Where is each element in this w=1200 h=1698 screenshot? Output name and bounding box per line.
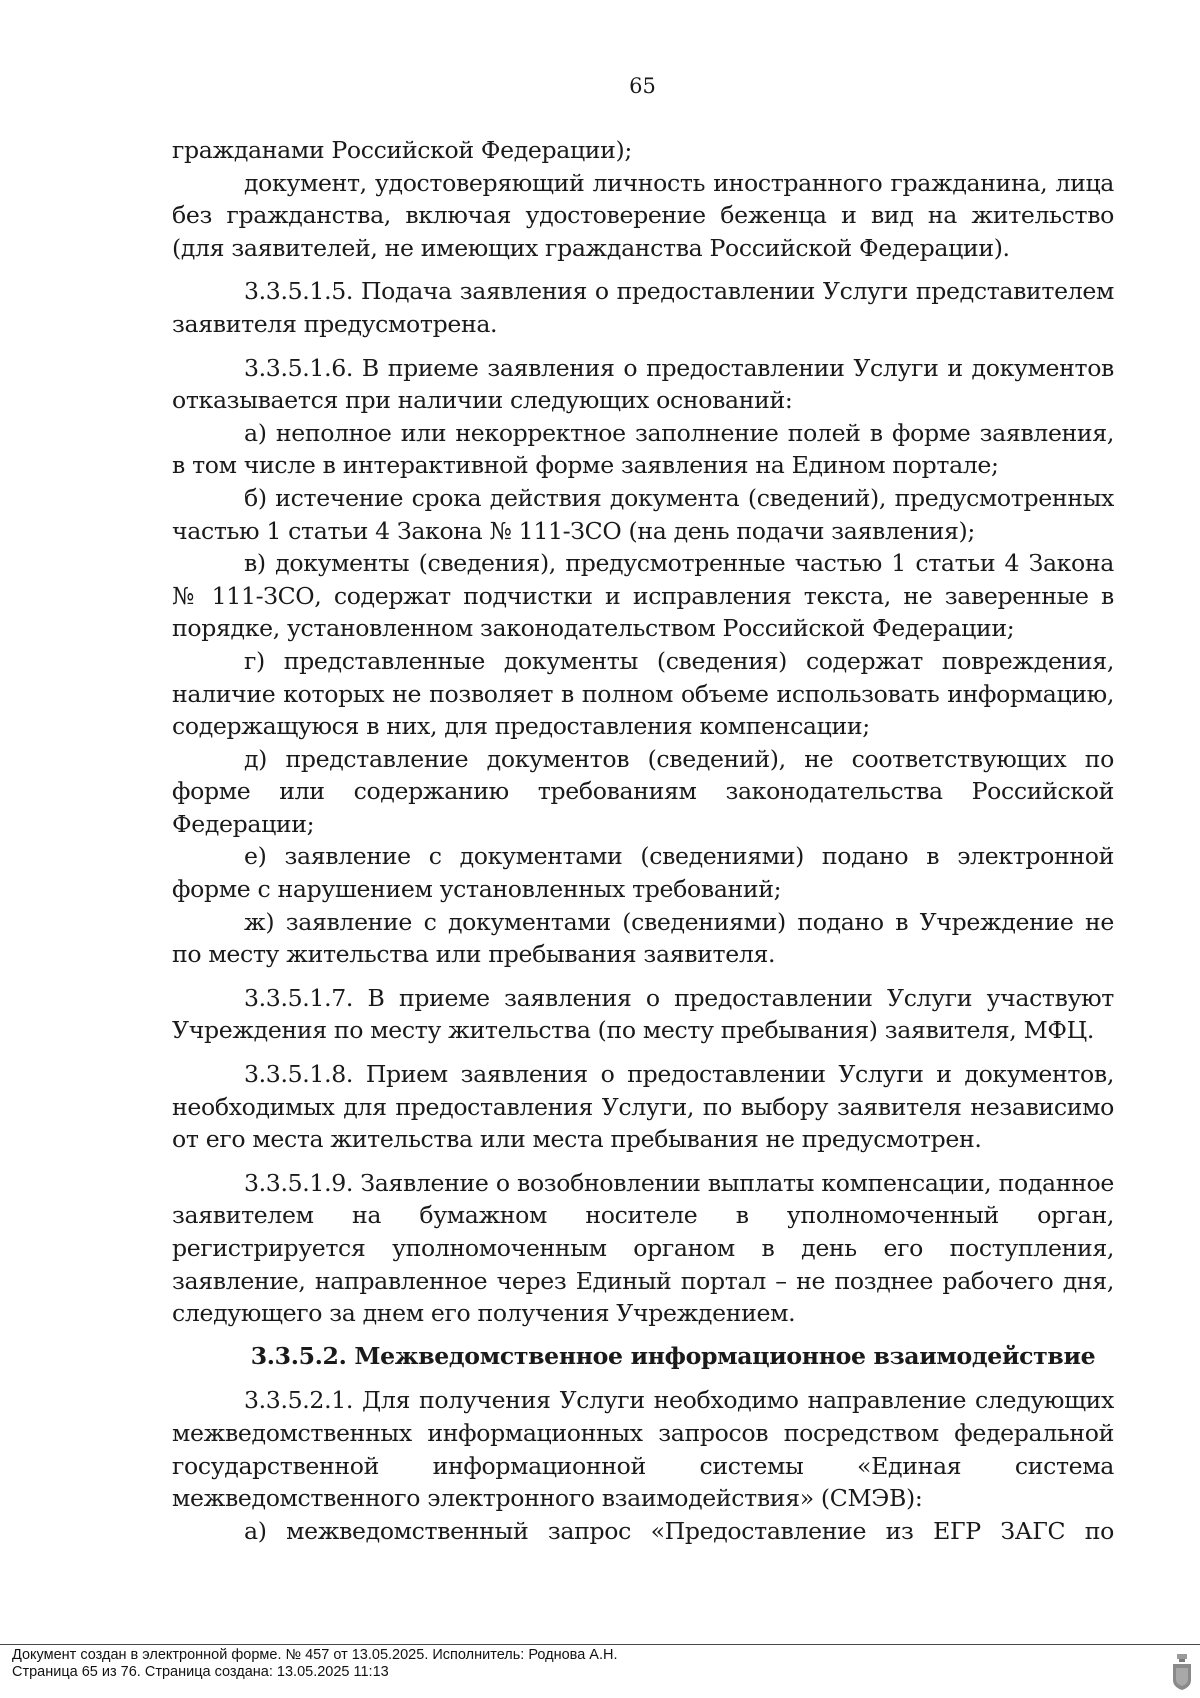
paragraph-3-3-5-2-1: 3.3.5.2.1. Для получения Услуги необходимо направление следующих межведомственных информационных запросов посредством федеральной государственной информационной системы «Единая система межведомственного электронного взаимодействия» (СМЭВ): (172, 1386, 1114, 1513)
paragraph-1: гражданами Российской Федерации); (172, 136, 632, 164)
list-item-v: в) документы (сведения), предусмотренные частью 1 статьи 4 Закона № 111-ЗСО, содержат подчистки и исправления текста, не заверенные в порядке, установленном законодательством Российской Федерации; (172, 549, 1114, 643)
footer-line-1: Документ создан в электронной форме. № 457 от 13.05.2025. Исполнитель: Роднова А.Н. (12, 1647, 618, 1663)
paragraph-3: 3.3.5.1.5. Подача заявления о предоставлении Услуги представителем заявителя предусмотрена. (172, 277, 1114, 338)
list-item-a-request: а) межведомственный запрос «Предоставление из ЕГР ЗАГС по (244, 1516, 1114, 1545)
paragraph-4: 3.3.5.1.6. В приеме заявления о предоставлении Услуги и документов отказывается при наличии следующих оснований: (172, 353, 1114, 415)
list-item-a: а) неполное или некорректное заполнение полей в форме заявления, в том числе в интерактивной форме заявления на Едином портале; (172, 418, 1114, 480)
page-number: 65 (629, 74, 656, 98)
list-item-g: г) представленные документы (сведения) содержат повреждения, наличие которых не позволяет в полном объеме использовать информацию, содержащуюся в них, для предоставления компенсации; (172, 646, 1114, 741)
paragraph-3-3-5-1-7: 3.3.5.1.7. В приеме заявления о предоставлении Услуги участвуют Учреждения по месту жительства (по месту пребывания) заявителя, МФЦ. (172, 983, 1114, 1045)
paragraph-3-3-5-1-9: 3.3.5.1.9. Заявление о возобновлении выплаты компенсации, поданное заявителем на бумажном носителе в уполномоченный орган, регистрируется уполномоченным органом в день его поступления, заявление, направленное через Единый портал – не позднее рабочего дня, следующего за днем его получения Учреждением. (172, 1168, 1114, 1328)
list-item-zh: ж) заявление с документами (сведениями) подано в Учреждение не по месту жительства или пребывания заявителя. (172, 907, 1114, 969)
footer (12, 1647, 618, 1681)
document-body (172, 134, 1114, 1547)
section-heading: 3.3.5.2. Межведомственное информационное взаимодействие (250, 1341, 1096, 1370)
paragraph-3-3-5-1-8: 3.3.5.1.8. Прием заявления о предоставлении Услуги и документов, необходимых для предоставления Услуги, по выбору заявителя независимо от его места жительства или места пребывания не предусмотрен. (172, 1060, 1114, 1154)
list-item-b: б) истечение срока действия документа (сведений), предусмотренных частью 1 статьи 4 Закона № 111-ЗСО (на день подачи заявления); (172, 483, 1114, 545)
list-item-d: д) представление документов (сведений), не соответствующих по форме или содержанию требованиям законодательства Российской Федерации; (172, 744, 1114, 838)
paragraph-2: документ, удостоверяющий личность иностранного гражданина, лица без гражданства, включая удостоверение беженца и вид на жительство (для заявителей, не имеющих гражданства Российской Федерации). (172, 168, 1114, 262)
footer-line-2: Страница 65 из 76. Страница создана: 13.05.2025 11:13 (12, 1664, 389, 1680)
list-item-e: е) заявление с документами (сведениями) подано в электронной форме с нарушением установленных требований; (172, 842, 1114, 904)
coat-of-arms-icon (1172, 1654, 1192, 1690)
footer-divider (0, 1644, 1200, 1645)
